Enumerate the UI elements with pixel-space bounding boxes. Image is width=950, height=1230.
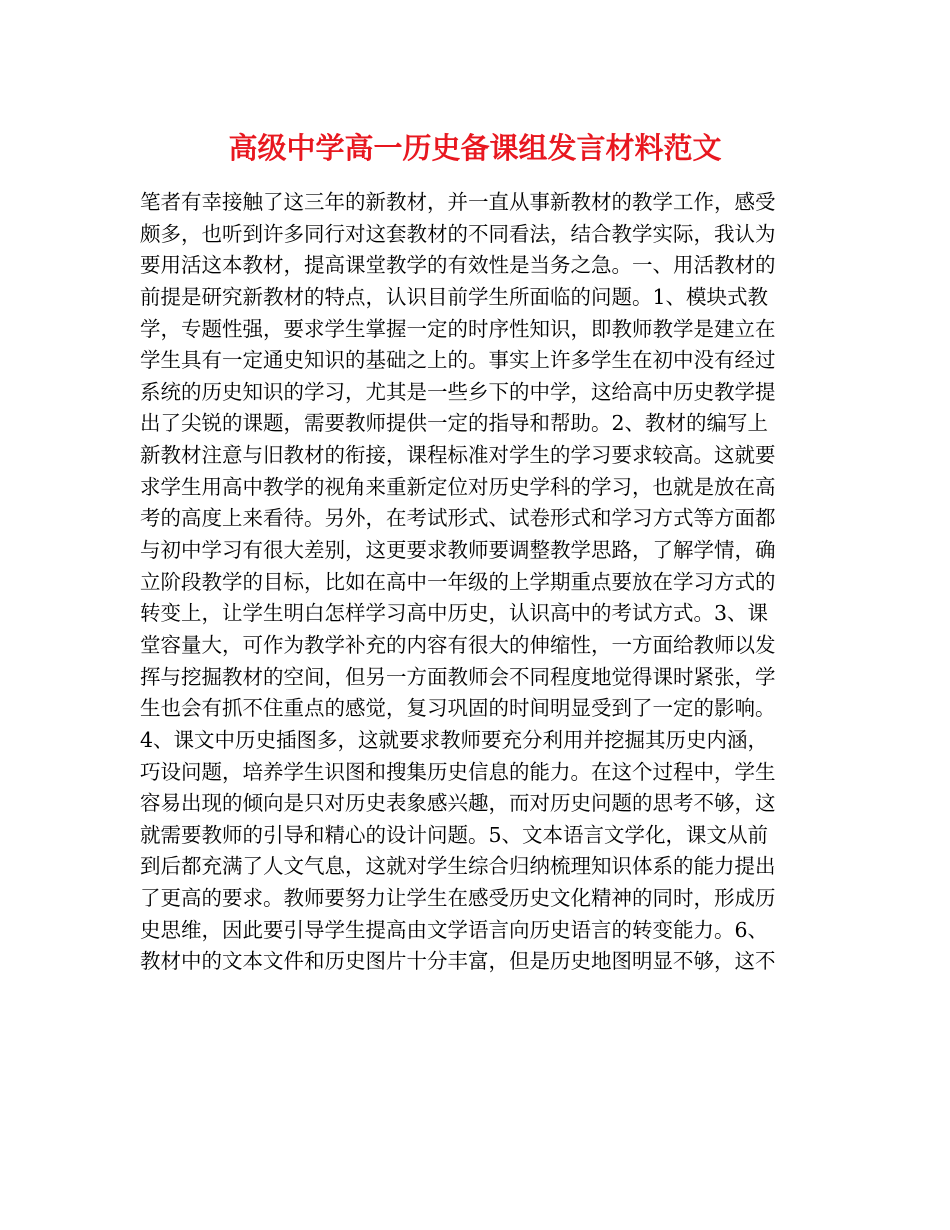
paragraph-line: 教材中的文本文件和历史图片十分丰富，但是历史地图明显不够，这不	[140, 949, 776, 974]
paragraph-line: 生也会有抓不住重点的感觉，复习巩固的时间明显受到了一定的影响。	[140, 696, 776, 721]
paragraph-line: 史思维，因此要引导学生提高由文学语言向历史语言的转变能力。6、	[140, 917, 769, 942]
paragraph-line: 新教材注意与旧教材的衔接，课程标准对学生的学习要求较高。这就要	[140, 443, 776, 468]
paragraph-line: 挥与挖掘教材的空间，但另一方面教师会不同程度地觉得课时紧张，学	[140, 664, 776, 689]
paragraph-line: 学生具有一定通史知识的基础之上的。事实上许多学生在初中没有经过	[140, 348, 776, 373]
paragraph-line: 要用活这本教材，提高课堂教学的有效性是当务之急。一、用活教材的	[140, 253, 776, 278]
paragraph-line: 4、课文中历史插图多，这就要求教师要充分利用并挖掘其历史内涵，	[140, 727, 769, 752]
paragraph-line: 堂容量大，可作为教学补充的内容有很大的伸缩性，一方面给教师以发	[140, 632, 776, 657]
paragraph-line: 就需要教师的引导和精心的设计问题。5、文本语言文学化，课文从前	[140, 822, 769, 847]
paragraph-line: 颇多，也听到许多同行对这套教材的不同看法，结合教学实际，我认为	[140, 221, 776, 246]
paragraph-line: 转变上，让学生明白怎样学习高中历史，认识高中的考试方式。3、课	[140, 601, 769, 626]
paragraph-line: 与初中学习有很大差别，这更要求教师要调整教学思路，了解学情，确	[140, 538, 776, 563]
paragraph-line: 系统的历史知识的学习，尤其是一些乡下的中学，这给高中历史教学提	[140, 379, 776, 404]
paragraph-line: 出了尖锐的课题，需要教师提供一定的指导和帮助。2、教材的编写上	[140, 411, 769, 436]
document-body	[140, 187, 830, 978]
paragraph-line: 到后都充满了人文气息，这就对学生综合归纳梳理知识体系的能力提出	[140, 854, 776, 879]
paragraph-line: 求学生用高中教学的视角来重新定位对历史学科的学习，也就是放在高	[140, 474, 776, 499]
paragraph-line: 前提是研究新教材的特点，认识目前学生所面临的问题。1、模块式教	[140, 284, 769, 309]
paragraph-line: 巧设问题，培养学生识图和搜集历史信息的能力。在这个过程中，学生	[140, 759, 776, 784]
paragraph-line: 学，专题性强，要求学生掌握一定的时序性知识，即教师教学是建立在	[140, 316, 776, 341]
paragraph-line: 考的高度上来看待。另外，在考试形式、试卷形式和学习方式等方面都	[140, 506, 776, 531]
paragraph-line: 容易出现的倾向是只对历史表象感兴趣，而对历史问题的思考不够，这	[140, 791, 776, 816]
paragraph-line: 笔者有幸接触了这三年的新教材，并一直从事新教材的教学工作，感受	[140, 190, 776, 214]
paragraph-line: 立阶段教学的目标，比如在高中一年级的上学期重点要放在学习方式的	[140, 569, 776, 594]
document-title: 高级中学高一历史备课组发言材料范文	[228, 131, 722, 165]
paragraph-line: 了更高的要求。教师要努力让学生在感受历史文化精神的同时，形成历	[140, 886, 776, 911]
